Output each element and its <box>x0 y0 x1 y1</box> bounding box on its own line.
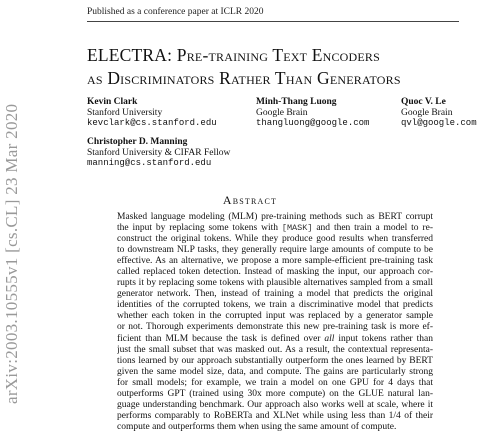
author-affiliation: Stanford University & CIFAR Fellow <box>87 147 231 158</box>
abstract-line: tions learned by our approach substantially outperform the ones learned by BERT <box>117 355 433 366</box>
author-email: qvl@google.com <box>401 118 477 128</box>
abstract-line: or not. Thorough experiments demonstrate this new pre-training task is more ef- <box>117 322 433 333</box>
abstract-line: construct the original tokens. While they produce good results when transferred <box>117 234 433 245</box>
author-block <box>401 97 477 129</box>
abstract-line: given the same model size, data, and compute. The gains are particularly strong <box>117 366 433 377</box>
abstract-line: ficient than MLM because the task is defined over all input tokens rather than <box>117 333 433 344</box>
abstract-line: generator network. Then, instead of training a model that predicts the original <box>117 289 433 300</box>
abstract-line: compute and outperforms them when using the same amount of compute. <box>117 421 397 432</box>
author-block <box>256 97 369 129</box>
abstract-line: whether each token in the corrupted input was replaced by a generator sample <box>117 311 433 322</box>
emphasis: all <box>324 333 335 344</box>
abstract-line: effective. As an alternative, we propose a more sample-efficient pre-training task <box>117 256 433 267</box>
abstract-line: just the small subset that was masked out. As a result, the contextual representa- <box>117 344 433 355</box>
abstract-line: for small models; for example, we train a model on one GPU for 4 days that <box>117 377 433 388</box>
abstract-line: outperforms GPT (trained using 30x more compute) on the GLUE natural lan- <box>117 388 433 399</box>
abstract-line: performs comparably to RoBERTa and XLNet while using less than 1/4 of their <box>117 410 433 421</box>
arxiv-identifier: arXiv:2003.10555v1 [cs.CL] 23 Mar 2020 <box>2 103 21 404</box>
author-name: Kevin Clark <box>87 97 138 107</box>
abstract-line: to downstream NLP tasks, they generally require large amounts of compute to be <box>117 245 433 256</box>
header-rule <box>87 21 459 22</box>
author-name: Minh-Thang Luong <box>256 97 337 107</box>
abstract-line: called replaced token detection. Instead of masking the input, our approach cor- <box>117 267 433 278</box>
author-block <box>87 137 230 169</box>
paper-title-line-2: as Discriminators Rather Than Generators <box>87 68 401 88</box>
abstract-line: identities of the corrupted tokens, we train a discriminative model that predicts <box>117 300 433 311</box>
abstract-line: the input by replacing some tokens with [MASK] and then train a model to re- <box>117 223 433 234</box>
abstract-heading: Abstract <box>222 193 278 207</box>
author-block <box>87 97 217 129</box>
mask-token: [MASK] <box>281 223 313 234</box>
author-affiliation: Google Brain <box>256 107 308 118</box>
paper-title-line-1: ELECTRA: Pre-training Text Encoders <box>87 45 381 65</box>
author-email: thangluong@google.com <box>256 118 370 128</box>
abstract-line: guage understanding benchmark. Our approach also works well at scale, where it <box>117 399 433 410</box>
abstract-line: Masked language modeling (MLM) pre-training methods such as BERT corrupt <box>117 212 433 222</box>
paper-title <box>87 44 467 90</box>
author-affiliation: Stanford University <box>87 107 163 118</box>
author-name: Quoc V. Le <box>401 97 446 107</box>
author-name: Christopher D. Manning <box>87 137 188 147</box>
running-header: Published as a conference paper at ICLR 2020 <box>87 7 264 17</box>
author-email: manning@cs.stanford.edu <box>87 158 212 168</box>
author-affiliation: Google Brain <box>401 107 453 118</box>
author-email: kevclark@cs.stanford.edu <box>87 118 217 128</box>
abstract-line: rupts it by replacing some tokens with plausible alternatives sampled from a small <box>117 278 433 289</box>
abstract-body <box>117 212 433 433</box>
